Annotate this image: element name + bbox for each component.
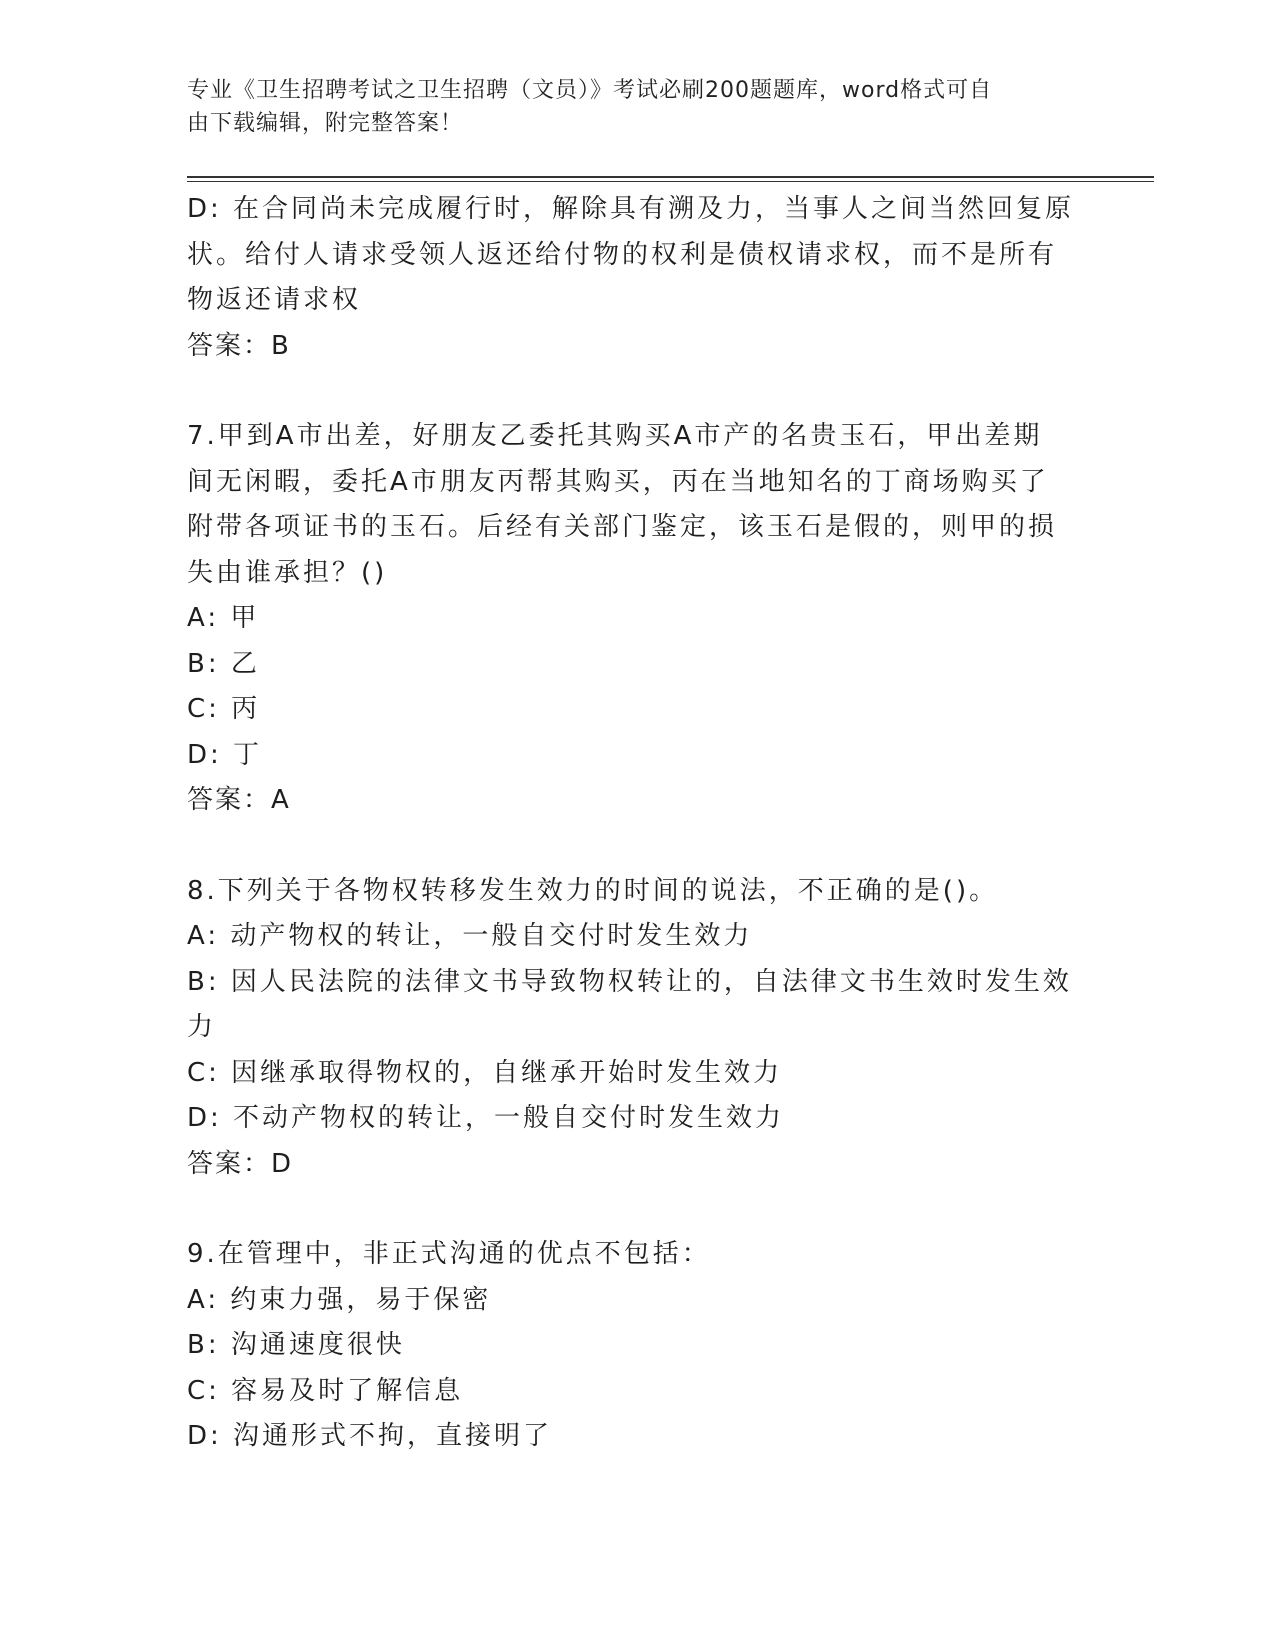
- option-d-line: 物返还请求权: [187, 285, 362, 315]
- option-b-continued: 力: [187, 1012, 217, 1042]
- question-spacer: [187, 824, 1087, 869]
- header-line-1: 专业《卫生招聘考试之卫生招聘（文员）》考试必刷200题题库，word格式可自: [187, 78, 993, 103]
- option-c: C: 容易及时了解信息: [187, 1375, 464, 1406]
- question-7: [187, 414, 1087, 824]
- header-divider-thin: [187, 181, 1154, 182]
- answer-line: 答案：D: [187, 1148, 294, 1179]
- option-b: B: 沟通速度很快: [187, 1330, 405, 1360]
- question-stem-line: 8.下列关于各物权转移发生效力的时间的说法，不正确的是()。: [187, 875, 999, 906]
- question-spacer: [187, 1187, 1087, 1232]
- question-spacer: [187, 369, 1087, 414]
- question-6-tail: [187, 187, 1087, 369]
- question-stem-line: 7.甲到A市出差，好朋友乙委托其购买A市产的名贵玉石，甲出差期: [187, 421, 1043, 451]
- option-d: D: 沟通形式不拘，直接明了: [187, 1421, 553, 1451]
- option-c: C: 因继承取得物权的，自继承开始时发生效力: [187, 1057, 783, 1088]
- option-c: C: 丙: [187, 694, 261, 724]
- option-d-line: D: 在合同尚未完成履行时，解除具有溯及力，当事人之间当然回复原: [187, 194, 1075, 224]
- question-stem-line: 附带各项证书的玉石。后经有关部门鉴定，该玉石是假的，则甲的损: [187, 512, 1058, 542]
- question-stem-line: 失由谁承担？(): [187, 557, 388, 588]
- option-d-line: 状。给付人请求受领人返还给付物的权利是债权请求权，而不是所有: [187, 239, 1058, 270]
- option-d: D: 不动产物权的转让，一般自交付时发生效力: [187, 1103, 785, 1133]
- option-a: A: 动产物权的转让，一般自交付时发生效力: [187, 921, 753, 951]
- question-stem-line: 9.在管理中，非正式沟通的优点不包括：: [187, 1239, 711, 1269]
- option-d: D: 丁: [187, 739, 263, 770]
- option-b: B: 因人民法院的法律文书导致物权转让的，自法律文书生效时发生效: [187, 966, 1072, 997]
- question-8: [187, 869, 1087, 1188]
- option-a: A: 甲: [187, 603, 260, 633]
- answer-line: 答案：B: [187, 330, 291, 361]
- answer-line: 答案：A: [187, 785, 291, 815]
- option-a: A: 约束力强，易于保密: [187, 1284, 492, 1315]
- header-divider: [187, 176, 1154, 178]
- option-b: B: 乙: [187, 648, 260, 679]
- document-header: [187, 74, 1067, 140]
- question-list: [187, 187, 1087, 1460]
- header-line-2: 由下载编辑，附完整答案！: [187, 111, 464, 136]
- question-stem-line: 间无闲暇，委托A市朋友丙帮其购买，丙在当地知名的丁商场购买了: [187, 466, 1049, 497]
- question-9: [187, 1232, 1087, 1460]
